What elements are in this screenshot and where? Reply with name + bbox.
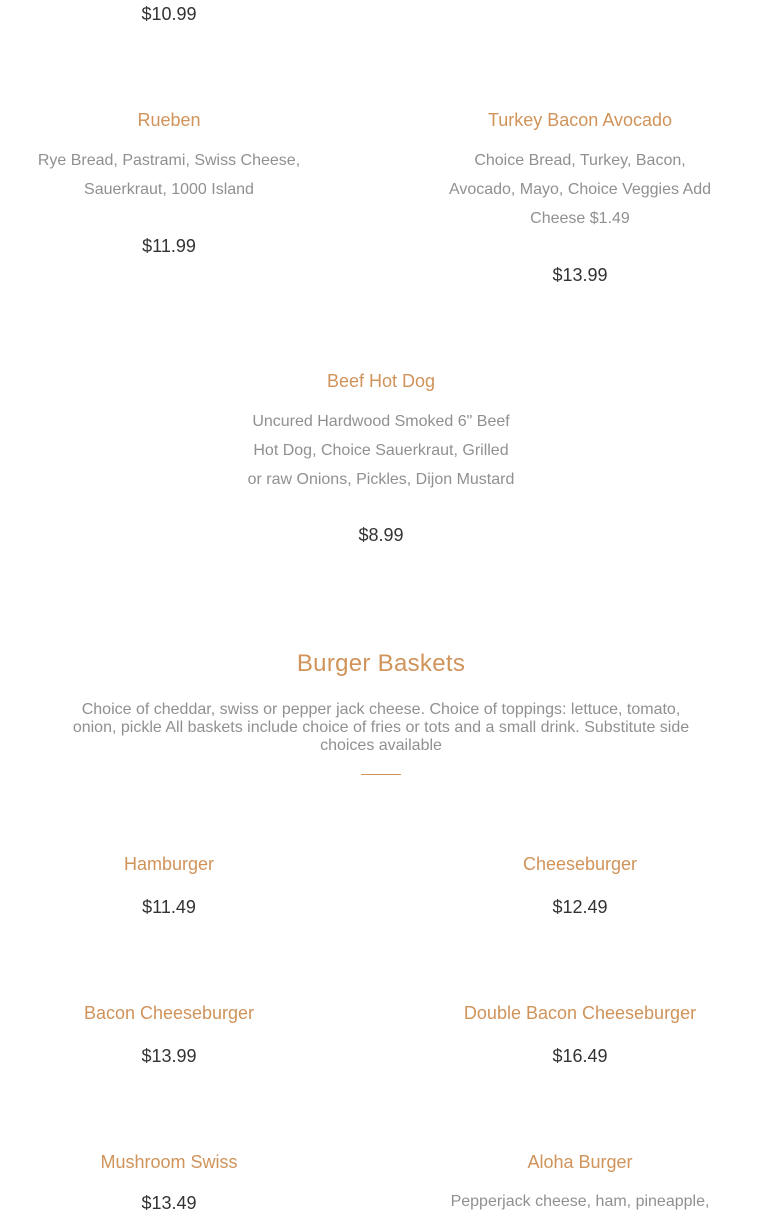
item-description: Uncured Hardwood Smoked 6" Beef Hot Dog, Choice Sauerkraut, Grilled or raw Onions, Pickles, Dijon Mustard <box>247 413 515 488</box>
item-price: $13.49 <box>141 1193 197 1213</box>
item-name: Hamburger <box>123 854 215 874</box>
item-price: $16.49 <box>552 1046 608 1066</box>
section-title: Burger Baskets <box>296 650 466 677</box>
item-price: $8.99 <box>358 525 404 545</box>
item-price: $13.99 <box>552 265 608 285</box>
item-price: $11.99 <box>142 236 196 256</box>
item-price: $10.99 <box>141 4 197 24</box>
item-price: $11.49 <box>142 897 196 917</box>
item-price: $12.49 <box>552 897 608 917</box>
item-description: Rye Bread, Pastrami, Swiss Cheese, Sauerkraut, 1000 Island <box>37 152 301 198</box>
section-divider <box>361 774 401 775</box>
item-name: Bacon Cheeseburger <box>83 1003 255 1023</box>
item-name: Rueben <box>137 110 201 130</box>
item-description: Pepperjack cheese, ham, pineapple, <box>450 1193 710 1210</box>
item-name: Beef Hot Dog <box>326 371 436 391</box>
item-name: Turkey Bacon Avocado <box>487 110 673 130</box>
section-description: Choice of cheddar, swiss or pepper jack cheese. Choice of toppings: lettuce, tomato, onion, pickle All baskets include choice of fries or tots and a small drink. Substitute side choices available <box>72 701 690 754</box>
item-price: $13.99 <box>141 1046 197 1066</box>
item-description: Choice Bread, Turkey, Bacon, Avocado, Mayo, Choice Veggies Add Cheese $1.49 <box>448 152 712 227</box>
item-name: Mushroom Swiss <box>100 1152 238 1172</box>
item-name: Aloha Burger <box>527 1152 633 1172</box>
item-name: Double Bacon Cheeseburger <box>463 1003 697 1023</box>
item-name: Cheeseburger <box>522 854 638 874</box>
